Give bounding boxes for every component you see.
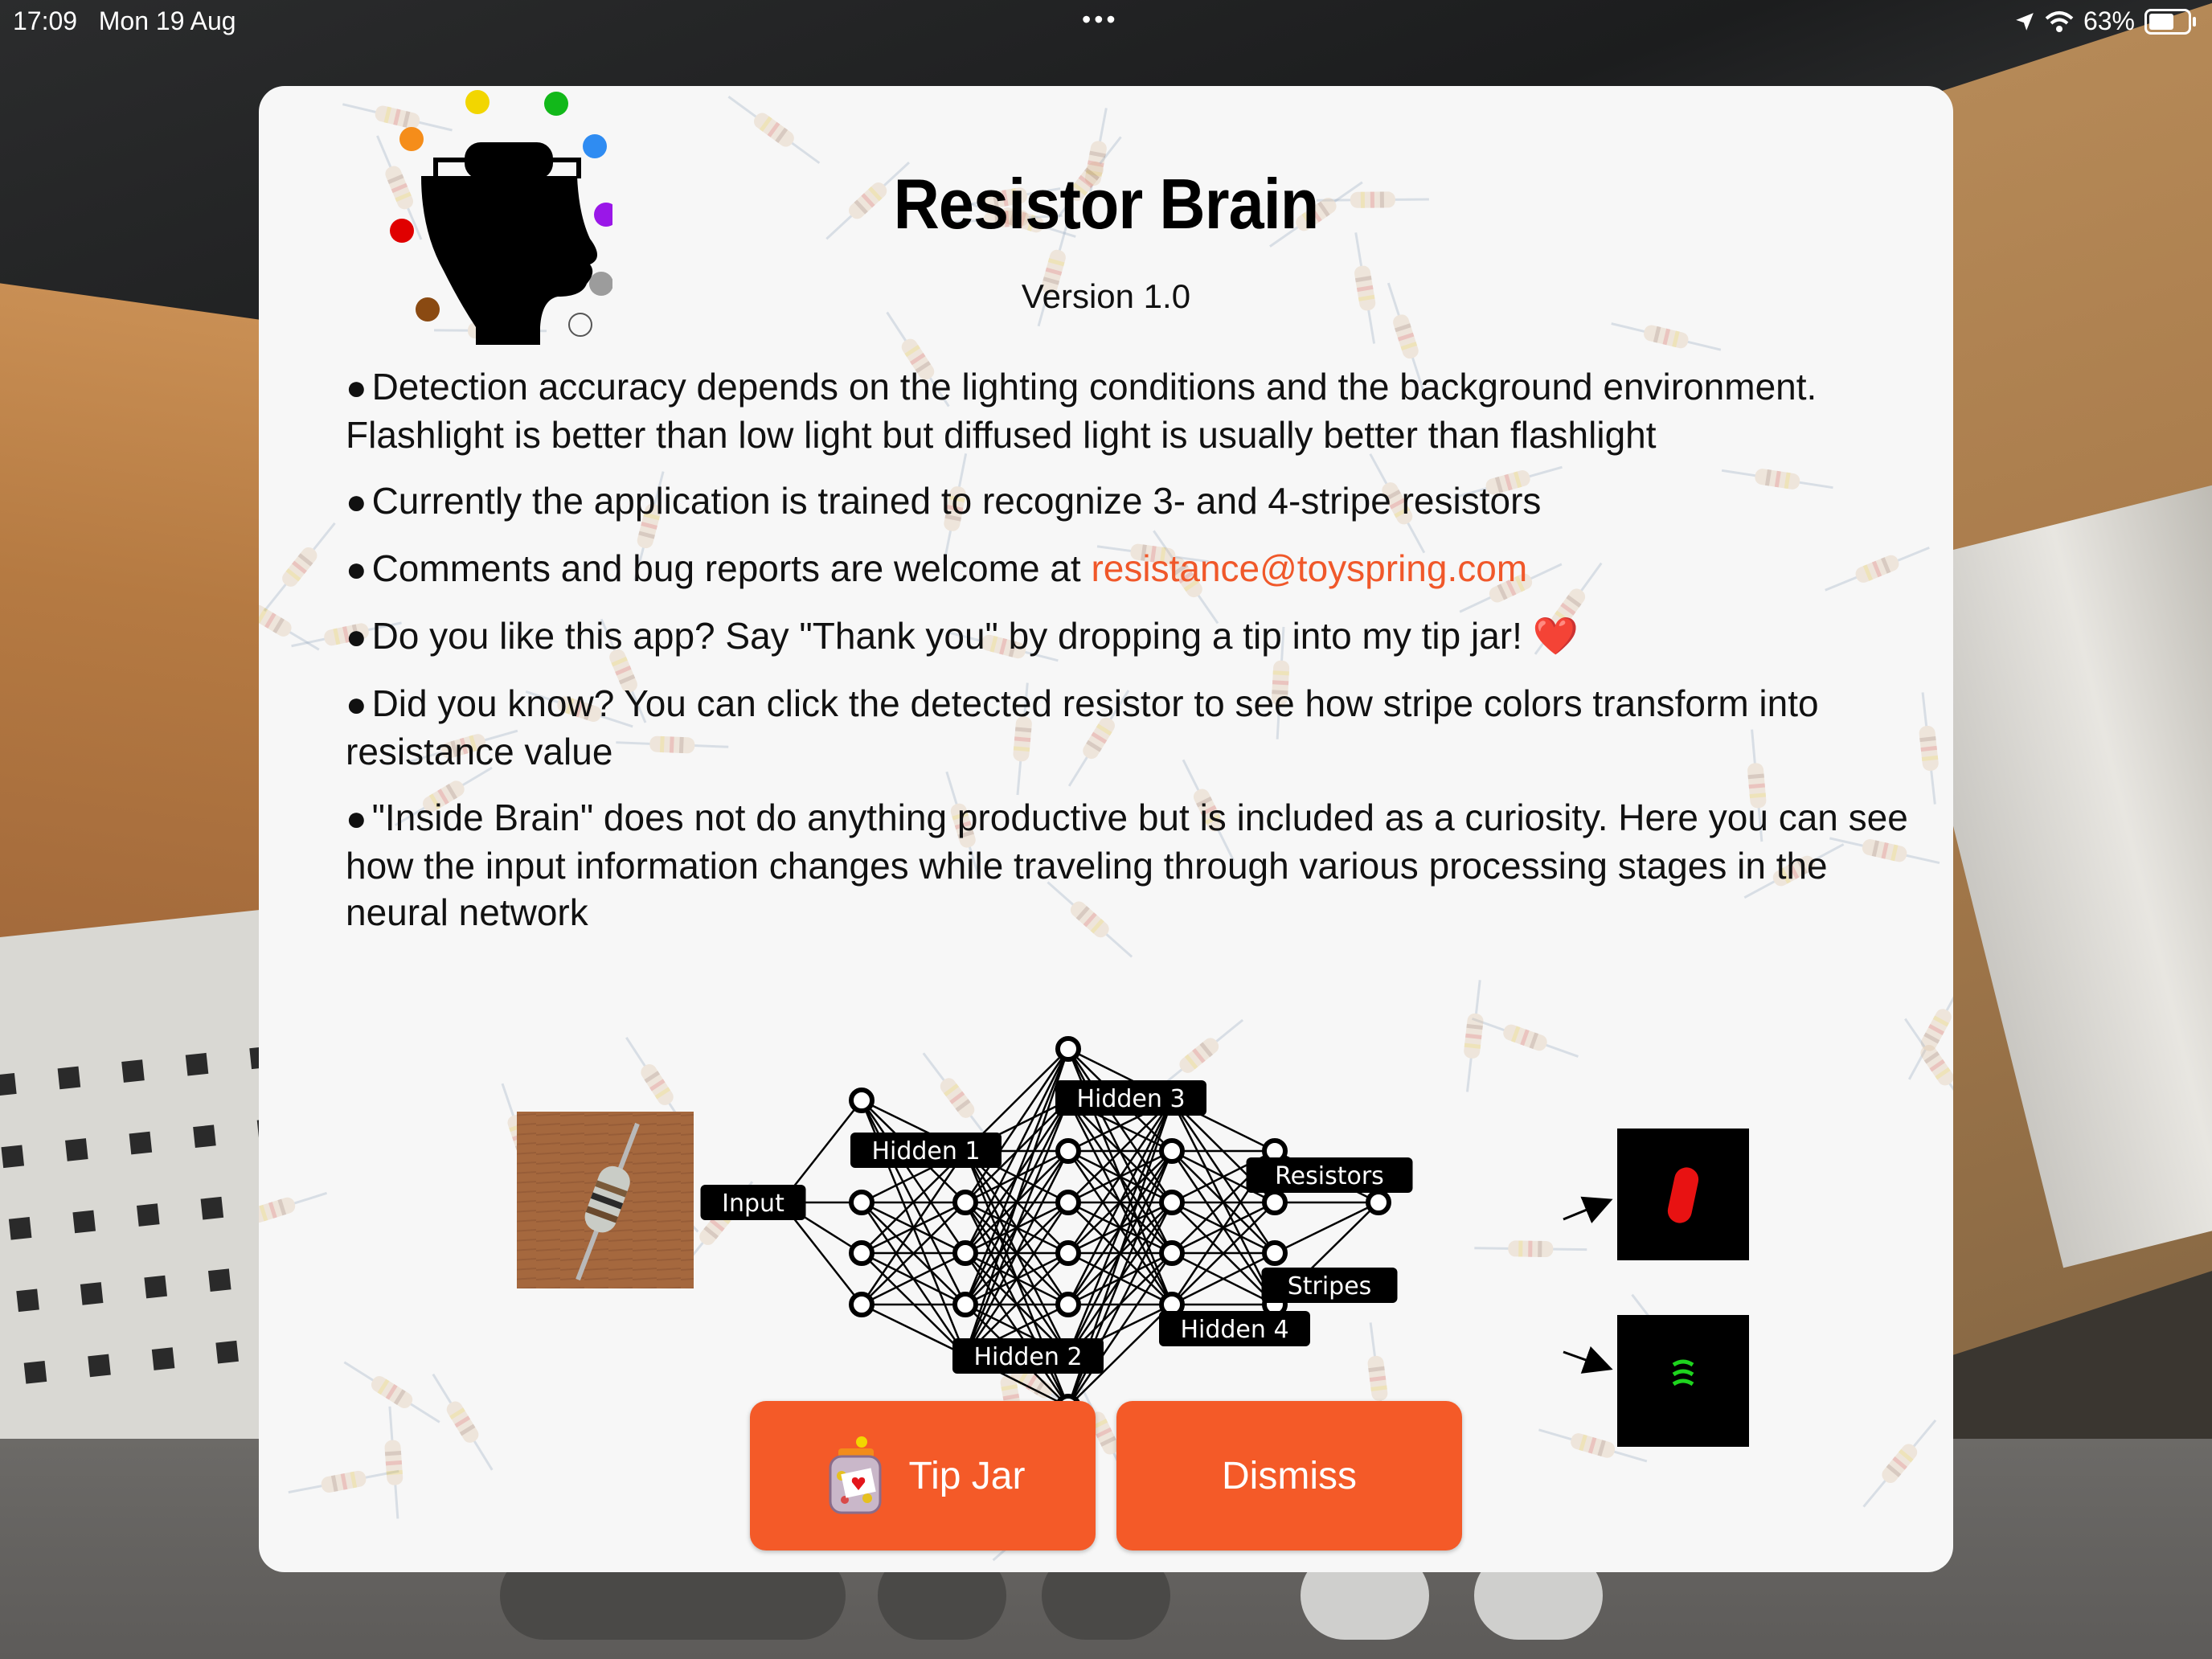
- breadboard-hole: [88, 1354, 111, 1378]
- breadboard-hole: [65, 1138, 88, 1161]
- svg-text:Hidden 4: Hidden 4: [1180, 1316, 1289, 1344]
- network-node: [955, 1294, 976, 1315]
- pattern-resistor: [287, 1463, 400, 1500]
- network-node: [1058, 1038, 1079, 1059]
- breadboard-hole: [144, 1276, 167, 1299]
- network-node: [1264, 1243, 1285, 1264]
- breadboard-hole: [152, 1347, 175, 1370]
- wifi-icon: [2045, 10, 2074, 33]
- info-bullet: ● Currently the application is trained to recognize 3- and 4-stripe resistors: [346, 480, 1542, 522]
- breadboard-hole: [208, 1268, 231, 1292]
- network-node: [1058, 1294, 1079, 1315]
- app-version: Version 1.0: [1021, 277, 1191, 315]
- network-node: [1058, 1141, 1079, 1161]
- breadboard-hole: [24, 1361, 47, 1384]
- label-hidden-2: [952, 1338, 1104, 1374]
- status-bar: [0, 0, 2212, 45]
- info-bullet: ● Detection accuracy depends on the lighting conditions and the background environment. Flashlight is better than low light but diffused light is usually better than flashlight: [346, 366, 1817, 456]
- network-graph: [701, 1038, 1413, 1417]
- network-edge: [862, 1305, 965, 1355]
- label-resistors: [1247, 1157, 1413, 1193]
- network-node: [851, 1294, 872, 1315]
- dismiss-label: Dismiss: [1222, 1454, 1357, 1497]
- pattern-resistor: [259, 585, 323, 657]
- tip-jar-icon: [821, 1436, 890, 1516]
- pattern-resistor: [382, 1406, 406, 1519]
- location-icon: [2014, 11, 2035, 32]
- pattern-resistor: [723, 90, 824, 170]
- status-right: [2014, 6, 2191, 36]
- network-edge: [862, 1151, 965, 1305]
- breadboard-hole: [186, 1053, 209, 1076]
- network-node: [955, 1192, 976, 1213]
- email-link[interactable]: resistance@toyspring.com: [1091, 547, 1528, 589]
- svg-text:Hidden 2: Hidden 2: [973, 1343, 1083, 1371]
- pattern-resistor: [259, 518, 341, 616]
- info-bullet: ● "Inside Brain" does not do anything productive but is included as a curiosity. Here you can see how the input information changes while traveling through various processing stages in the neural network: [346, 797, 1908, 933]
- svg-text:Hidden 1: Hidden 1: [871, 1137, 981, 1165]
- network-node: [851, 1192, 872, 1213]
- about-dialog: [259, 86, 1953, 1572]
- label-stripes: [1262, 1268, 1398, 1303]
- breadboard-hole: [1, 1145, 24, 1168]
- dismiss-button[interactable]: [1116, 1401, 1462, 1550]
- label-input: [701, 1185, 806, 1220]
- pattern-resistor: [1609, 316, 1722, 358]
- label-hidden-4: [1159, 1311, 1310, 1346]
- breadboard-hole: [16, 1289, 39, 1313]
- breadboard-hole: [58, 1067, 81, 1090]
- network-edge: [1275, 1202, 1378, 1253]
- tip-jar-label: Tip Jar: [908, 1454, 1026, 1497]
- info-bullet: ● Did you know? You can click the detected resistor to see how stripe colors transform into resistance value: [346, 682, 1819, 772]
- breadboard-hole: [201, 1197, 224, 1220]
- breadboard-hole: [215, 1341, 239, 1364]
- breadboard-hole: [129, 1132, 153, 1155]
- breadboard-hole: [193, 1124, 216, 1148]
- multitasking-dots-icon[interactable]: •••: [1082, 5, 1119, 34]
- svg-text:Input: Input: [722, 1190, 784, 1218]
- svg-text:Stripes: Stripes: [1287, 1272, 1372, 1301]
- breadboard-hole: [80, 1282, 104, 1305]
- stripes-output: [1617, 1315, 1749, 1447]
- breadboard-hole: [121, 1059, 145, 1083]
- info-list: [346, 363, 1921, 955]
- network-node: [955, 1243, 976, 1264]
- label-hidden-1: [850, 1133, 1002, 1168]
- breadboard-hole: [137, 1203, 160, 1227]
- svg-text:Resistors: Resistors: [1275, 1162, 1384, 1190]
- network-node: [1058, 1243, 1079, 1264]
- input-photo: [517, 1112, 694, 1288]
- network-node: [851, 1243, 872, 1264]
- pattern-resistor: [259, 1186, 330, 1235]
- network-node: [1264, 1192, 1285, 1213]
- network-node: [1161, 1192, 1182, 1213]
- breadboard-hole: [9, 1217, 32, 1240]
- status-time: 17:09 Mon 19 Aug: [13, 6, 236, 35]
- pattern-resistor: [1858, 1415, 1942, 1512]
- heart-icon: ❤️: [1532, 615, 1579, 657]
- neural-network-diagram: [488, 1014, 1790, 1464]
- network-node: [1058, 1192, 1079, 1213]
- resistors-output: [1617, 1129, 1749, 1260]
- network-node: [1368, 1192, 1389, 1213]
- network-node: [1161, 1141, 1182, 1161]
- tip-jar-button[interactable]: [750, 1401, 1096, 1550]
- label-hidden-3: [1055, 1080, 1206, 1116]
- network-edge: [965, 1049, 1068, 1305]
- info-bullet: ● Comments and bug reports are welcome at resistance@toyspring.com: [346, 547, 1528, 589]
- network-edge: [1068, 1100, 1172, 1355]
- pattern-resistor: [340, 1355, 444, 1429]
- svg-text:Hidden 3: Hidden 3: [1076, 1085, 1186, 1113]
- info-bullet: ● Do you like this app? Say "Thank you" by dropping a tip into my tip jar! ❤️: [346, 615, 1579, 657]
- battery-percent: 63%: [2083, 6, 2135, 35]
- network-node: [1161, 1243, 1182, 1264]
- app-title: Resistor Brain: [893, 164, 1319, 244]
- battery-icon: [2144, 9, 2191, 35]
- network-node: [851, 1090, 872, 1111]
- breadboard-hole: [72, 1210, 96, 1234]
- breadboard-hole: [0, 1073, 17, 1096]
